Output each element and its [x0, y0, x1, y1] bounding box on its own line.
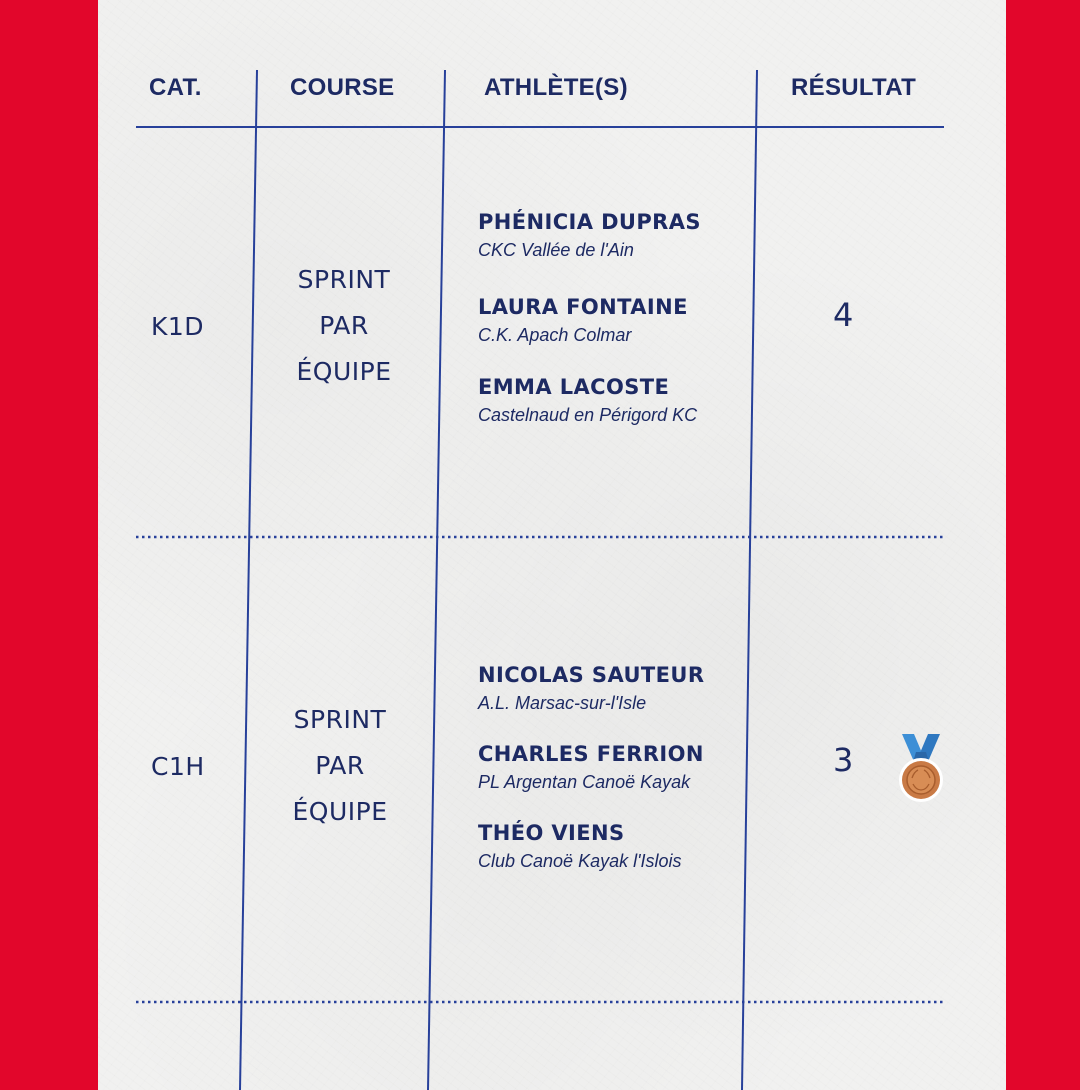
row-2-course	[270, 697, 410, 835]
row-1-athlete-3-club: Castelnaud en Périgord KC	[478, 405, 698, 425]
row-2-athlete-1-club: A.L. Marsac-sur-l'Isle	[478, 693, 647, 713]
row-2-athlete-3-name: THÉO VIENS	[478, 821, 625, 845]
row-2-cat: C1H	[151, 752, 205, 781]
column-divider-2	[428, 70, 445, 1090]
row-1-athlete-1-name: PHÉNICIA DUPRAS	[478, 210, 701, 234]
row-1-athlete-2-club: C.K. Apach Colmar	[478, 325, 632, 345]
row-1-athlete-2-name: LAURA FONTAINE	[478, 295, 688, 319]
row-2-athlete-1-name: NICOLAS SAUTEUR	[478, 663, 705, 687]
bronze-medal-icon	[896, 732, 946, 804]
row-1-athlete-3-name: EMMA LACOSTE	[478, 375, 670, 399]
row-1-course-line-2: PAR	[319, 311, 369, 340]
header-cat: CAT.	[149, 74, 202, 101]
row-1-cat: K1D	[151, 312, 205, 341]
row-2-athlete-3-club: Club Canoë Kayak l'Islois	[478, 851, 682, 871]
row-2-athlete-2-name: CHARLES FERRION	[478, 742, 704, 766]
row-1-athlete-1-club: CKC Vallée de l'Ain	[478, 240, 634, 260]
row-1-course-line-1: SPRINT	[297, 265, 391, 294]
row-2-course-line-2: PAR	[315, 751, 365, 780]
header-course: COURSE	[290, 74, 395, 101]
column-divider-1	[240, 70, 257, 1090]
column-divider-3	[742, 70, 757, 1090]
header-result: RÉSULTAT	[791, 74, 917, 101]
row-1-course-line-3: ÉQUIPE	[296, 357, 392, 386]
row-1-result: 4	[833, 296, 854, 334]
header-athletes: ATHLÈTE(S)	[484, 74, 628, 101]
row-2-athlete-2-club: PL Argentan Canoë Kayak	[478, 772, 691, 792]
row-2-result: 3	[833, 741, 854, 779]
row-2-course-line-3: ÉQUIPE	[292, 797, 388, 826]
row-1-course	[274, 257, 414, 395]
row-2-course-line-1: SPRINT	[293, 705, 387, 734]
